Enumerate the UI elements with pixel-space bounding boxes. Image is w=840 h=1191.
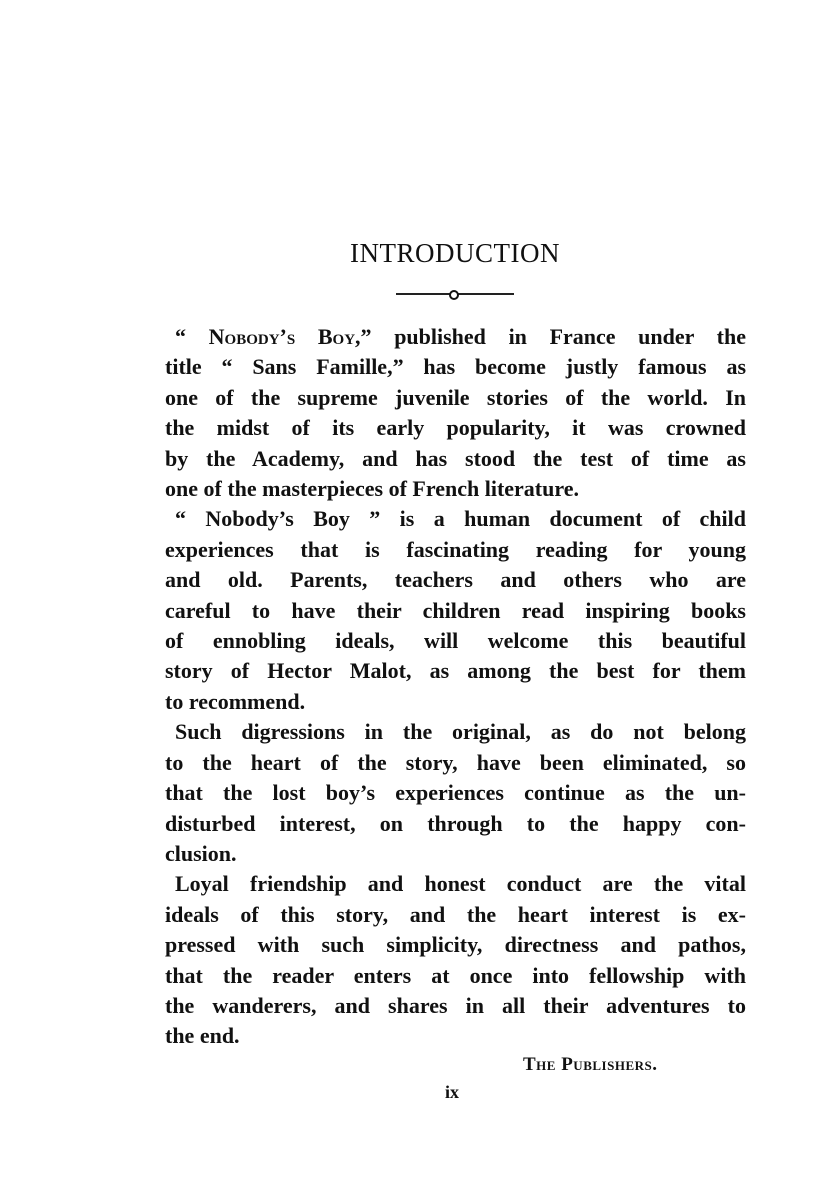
text-line: that the reader enters at once into fellowship with	[165, 962, 746, 988]
text-line: “ Nobody’s Boy,” published in France under the	[175, 324, 746, 349]
paragraph-2	[165, 504, 746, 717]
text-line: Such digressions in the original, as do not belong	[175, 719, 746, 745]
signature: The Publishers.	[523, 1054, 658, 1075]
text-line: experiences that is fascinating reading for young	[165, 536, 746, 562]
text-line: pressed with such simplicity, directness and pathos,	[165, 932, 746, 958]
text-line: the midst of its early popularity, it was crowned	[165, 415, 746, 441]
text-line: and old. Parents, teachers and others who are	[165, 567, 746, 593]
page-title: INTRODUCTION	[350, 238, 560, 268]
text-line: to the heart of the story, have been eliminated, so	[165, 749, 746, 775]
text-line: one of the supreme juvenile stories of the world. In	[165, 384, 746, 410]
text-line: to recommend.	[165, 688, 306, 714]
ornament-divider	[396, 290, 514, 298]
text-line: of ennobling ideals, will welcome this beautiful	[165, 628, 746, 654]
introduction-text	[165, 322, 746, 1052]
text-line: clusion.	[165, 840, 237, 866]
text-line: title “ Sans Famille,” has become justly famous as	[165, 354, 746, 380]
text-line: disturbed interest, on through to the happy con-	[165, 810, 746, 836]
text-line: story of Hector Malot, as among the best for them	[165, 658, 746, 684]
text-line: one of the masterpieces of French literature.	[165, 476, 580, 502]
text-line: the end.	[165, 1023, 240, 1049]
text-line: careful to have their children read inspiring books	[165, 597, 746, 623]
page-number: ix	[445, 1082, 460, 1102]
text-line: that the lost boy’s experiences continue as the un-	[165, 780, 746, 806]
text-line: Loyal friendship and honest conduct are the vital	[175, 871, 746, 897]
book-title-smallcaps: Nobody’s Boy	[208, 324, 356, 349]
paragraph-1	[165, 322, 746, 504]
paragraph-4	[165, 869, 746, 1051]
paragraph-3	[165, 717, 746, 869]
text-line: the wanderers, and shares in all their adventures to	[165, 992, 746, 1018]
text-line: by the Academy, and has stood the test of time as	[165, 445, 746, 471]
text-line: ideals of this story, and the heart interest is ex-	[165, 901, 746, 927]
text-line: “ Nobody’s Boy ” is a human document of child	[175, 506, 746, 532]
